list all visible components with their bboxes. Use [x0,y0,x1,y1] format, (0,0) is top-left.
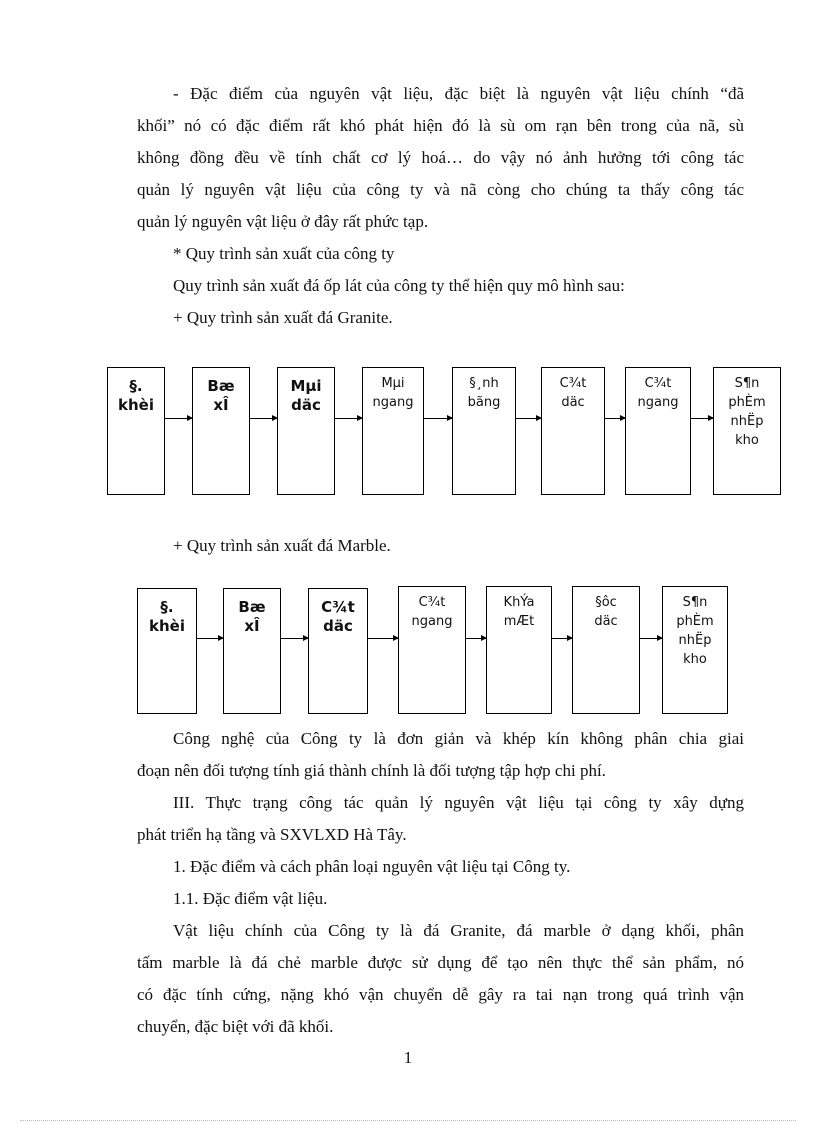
flow-box [223,588,281,714]
text-line: đoạn nên đối tượng tính giá thành chính là đối tượng tập hợp chi phí. [137,761,606,780]
marble-heading: + Quy trình sản xuất đá Marble. [173,536,391,555]
flow-box-label: §ôc däc [594,595,618,629]
flow-box-label: §. khèi [149,598,185,635]
arrow-icon [640,638,662,639]
arrow-icon [197,638,223,639]
subsection-heading: 1. Đặc điểm và cách phân loại nguyên vật liệu tại Công ty. [173,857,571,876]
process-description: Quy trình sản xuất đá ốp lát của công ty thể hiện quy mô hình sau: [173,276,625,295]
arrow-icon [281,638,308,639]
text-line: quản lý nguyên vật liệu của công ty và nã còng cho chúng ta thấy công tác [137,180,744,199]
arrow-icon [466,638,486,639]
text-line: không đồng đều về tính chất cơ lý hoá… do vậy nó ảnh hưởng tới công tác [137,148,744,167]
flow-box-label: S¶n phÈm nhËp kho [676,595,714,667]
text-line: khối” nó có đặc điểm rất khó phát hiện đó là sù om rạn bên trong của nã, sù [137,116,744,135]
process-heading: * Quy trình sản xuất của công ty [173,244,395,263]
flow-box-label: C¾t ngang [637,376,679,410]
flow-box-label: KhÝa mÆt [503,595,535,629]
body-text [137,723,744,1043]
section-heading: phát triển hạ tầng và SXVLXD Hà Tây. [137,825,407,844]
flow-box-label: Bæ xÎ [207,377,235,414]
flow-box [137,588,197,714]
text-line: quản lý nguyên vật liệu ở đây rất phức tạp. [137,212,429,231]
section-heading: III. Thực trạng công tác quản lý nguyên vật liệu tại công ty xây dựng [173,793,744,812]
page-bottom-divider [20,1120,796,1121]
granite-heading: + Quy trình sản xuất đá Granite. [173,308,393,327]
text-line: - Đặc điểm của nguyên vật liệu, đặc biệt là nguyên vật liệu chính “đã [173,84,744,103]
flow-box [398,586,466,714]
flow-box-label: C¾t däc [559,376,587,410]
flow-box-label: Mµi ngang [372,376,414,410]
flow-box-label: C¾t ngang [411,595,453,629]
flow-box-label: §. khèi [118,377,154,414]
text-line: Công nghệ của Công ty là đơn giản và khép kín không phân chia giai [173,729,744,748]
flow-box-label: S¶n phÈm nhËp kho [728,376,766,448]
flow-box-label: C¾t däc [321,598,355,635]
flow-box-label: Bæ xÎ [238,598,266,635]
flow-box [486,586,552,714]
flow-box-label: Mµi däc [290,377,322,414]
subsection-heading: 1.1. Đặc điểm vật liệu. [173,889,328,908]
arrow-icon [552,638,572,639]
flow-box [572,586,640,714]
arrow-icon [368,638,398,639]
flow-box [308,588,368,714]
text-line: chuyển, đặc biệt với đã khối. [137,1017,334,1036]
page-number: 1 [403,1048,413,1067]
text-line: tấm marble là đá chẻ marble được sử dụng để tạo nên thực thể sản phẩm, nó [137,953,744,972]
text-line: Vật liệu chính của Công ty là đá Granite, đá marble ở dạng khối, phân [173,921,744,940]
flow-box [662,586,728,714]
flow-box-label: §¸nh bãng [467,376,501,410]
text-line: có đặc tính cứng, nặng khó vận chuyển dễ gây ra tai nạn trong quá trình vận [137,985,744,1004]
